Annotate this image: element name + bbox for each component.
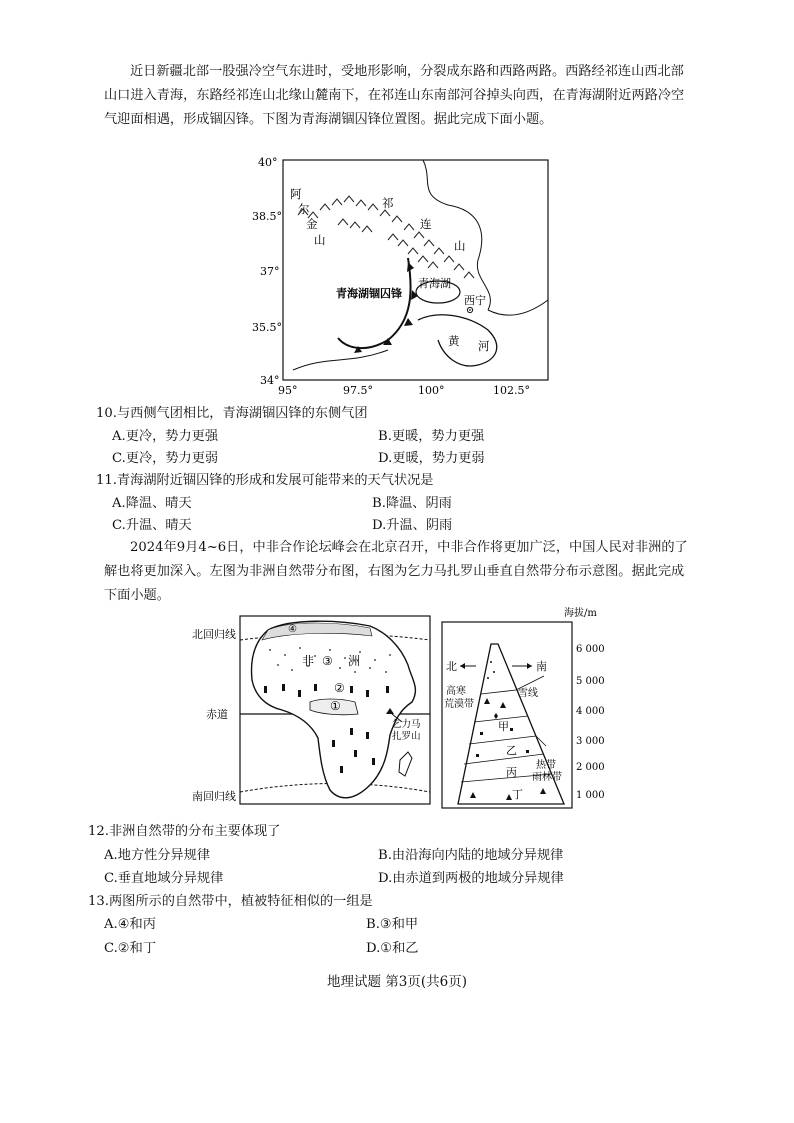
kilimanjaro-diagram [436, 604, 616, 816]
label-equator: 赤道 [206, 708, 228, 721]
label-yi: 乙 [506, 744, 517, 757]
passage-1: 近日新疆北部一股强冷空气东进时，受地形影响，分裂成东路和西路两路。西路经祁连山西北部山口进入青海，东路经祁连山北缘山麓南下，在祁连山东南部河谷掉头向西，在青海湖附近两路冷空气迎面相遇，形成锢囚锋。下图为青海湖锢囚锋位置图。据此完成下面小题。 [104, 64, 685, 127]
label-jia: 甲 [498, 720, 509, 733]
q11-option-d[interactable]: D.升温、阴雨 [372, 518, 453, 533]
q12-option-a[interactable]: A.地方性分异规律 [104, 848, 211, 863]
label-zone-3: ③ [322, 654, 333, 668]
label-zone-4: ④ [288, 624, 297, 635]
svg-text:尔: 尔 [298, 202, 310, 216]
q12-stem: 12.非洲自然带的分布主要体现了 [88, 824, 281, 839]
svg-text:5 000: 5 000 [576, 676, 605, 687]
lon-label: 100° [418, 384, 445, 395]
label-lake: 青海湖 [418, 277, 451, 290]
africa-zones-map [190, 610, 435, 814]
q10-option-c[interactable]: C.更冷，势力更弱 [112, 451, 219, 466]
label-xining: 西宁 [464, 294, 486, 307]
lat-label: 37° [260, 265, 280, 278]
label-front: 青海湖锢囚锋 [336, 287, 402, 300]
q10-option-d[interactable]: D.更暖，势力更弱 [378, 451, 485, 466]
q12-option-c[interactable]: C.垂直地域分异规律 [104, 871, 224, 886]
axis-title: 海拔/m [564, 608, 597, 619]
label-rainforest: 热带 [536, 760, 556, 771]
svg-text:河: 河 [478, 339, 490, 353]
svg-text:6 000: 6 000 [576, 644, 605, 655]
lat-label: 38.5° [252, 210, 282, 223]
svg-text:山: 山 [314, 233, 326, 247]
q13-option-b[interactable]: B.③和甲 [366, 917, 419, 932]
q13-option-d[interactable]: D.①和乙 [366, 941, 419, 956]
label-qilian: 祁 [382, 196, 394, 210]
label-tropic-capricorn: 南回归线 [192, 790, 236, 803]
q13-option-c[interactable]: C.②和丁 [104, 941, 157, 956]
label-aerjin: 阿 [290, 187, 302, 201]
svg-text:荒漠带: 荒漠带 [444, 699, 474, 710]
label-zone-2: ② [334, 681, 345, 695]
label-zone-1: ① [330, 699, 341, 713]
q11-option-c[interactable]: C.升温、晴天 [112, 518, 192, 533]
label-snowline: 雪线 [518, 688, 538, 699]
lon-label: 97.5° [343, 384, 373, 395]
svg-text:扎罗山: 扎罗山 [392, 731, 421, 742]
label-yellow-river: 黄 [448, 334, 460, 348]
svg-text:雨林带: 雨林带 [532, 772, 562, 783]
q10-option-b[interactable]: B.更暖，势力更强 [378, 429, 485, 444]
q10-stem: 10.与西侧气团相比，青海湖锢囚锋的东侧气团 [96, 406, 368, 421]
label-south: 南 [536, 660, 547, 673]
svg-text:山: 山 [454, 239, 466, 253]
q13-option-a[interactable]: A.④和丙 [104, 917, 156, 932]
label-ding: 丁 [512, 788, 523, 801]
label-alpine: 高寒 [446, 686, 466, 697]
page-footer: 地理试题 第3页(共6页) [326, 974, 467, 990]
svg-text:2 000: 2 000 [576, 762, 605, 773]
lat-label: 40° [258, 156, 278, 169]
qinghai-front-map [238, 150, 558, 399]
passage-2: 2024年9月4~6日，中非合作论坛峰会在北京召开，中非合作将更加广泛，中国人民对非洲的了解也将更加深入。左图为非洲自然带分布图，右图为乞力马扎罗山垂直自然带分布示意图。据此完成下面小题。 [104, 540, 688, 603]
q11-option-b[interactable]: B.降温、阴雨 [372, 496, 452, 511]
svg-text:3 000: 3 000 [576, 736, 605, 747]
lat-label: 35.5° [252, 321, 282, 334]
label-north: 北 [446, 660, 457, 673]
lon-label: 95° [278, 384, 298, 395]
svg-text:连: 连 [420, 217, 432, 231]
label-kilimanjaro: 乞力马 [392, 719, 421, 730]
svg-text:金: 金 [306, 217, 318, 231]
lat-label: 34° [260, 374, 280, 387]
q13-stem: 13.两图所示的自然带中，植被特征相似的一组是 [88, 894, 373, 909]
q11-option-a[interactable]: A.降温、晴天 [112, 496, 192, 511]
q12-option-b[interactable]: B.由沿海向内陆的地域分异规律 [378, 848, 564, 863]
q11-stem: 11.青海湖附近锢囚锋的形成和发展可能带来的天气状况是 [96, 473, 434, 488]
q12-option-d[interactable]: D.由赤道到两极的地域分异规律 [378, 871, 564, 886]
label-tropic-cancer: 北回归线 [192, 628, 236, 641]
svg-text:4 000: 4 000 [576, 706, 605, 717]
label-bing: 丙 [506, 766, 517, 779]
svg-text:1 000: 1 000 [576, 790, 605, 801]
map-frame [283, 160, 548, 380]
lon-label: 102.5° [493, 384, 530, 395]
label-zhou: 洲 [348, 654, 361, 668]
label-fei: 非 [302, 654, 315, 668]
q10-option-a[interactable]: A.更冷，势力更强 [112, 429, 219, 444]
